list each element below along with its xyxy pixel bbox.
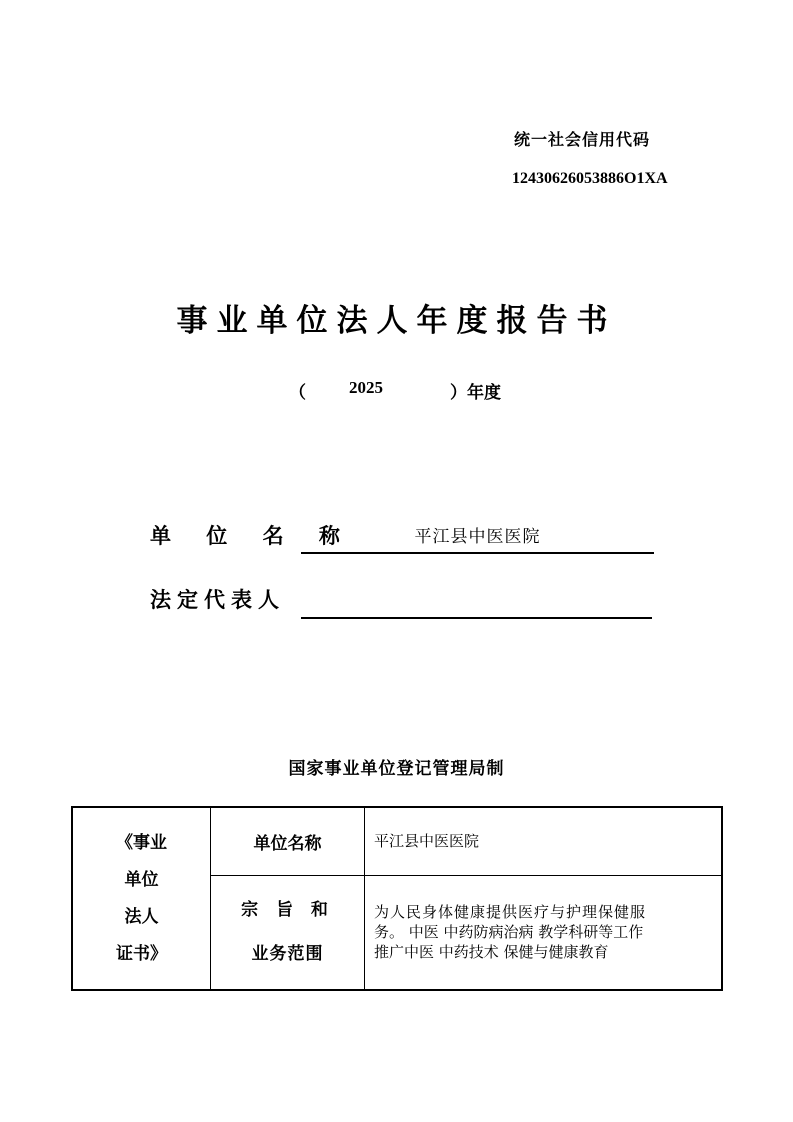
legal-rep-label: 法定代表人 xyxy=(150,588,285,612)
legal-rep-underline xyxy=(301,617,652,619)
unit-name-underline xyxy=(301,552,654,554)
side-label-line: 单位 xyxy=(124,869,159,890)
row1-label: 单位名称 xyxy=(211,807,365,875)
table-row xyxy=(72,807,722,875)
side-label-line: 《事业 xyxy=(116,832,167,853)
year-open-bracket: （ xyxy=(289,383,306,403)
side-label-line: 证书》 xyxy=(116,943,167,964)
row2-value-line: 务。 中医 中药防病治病 教学科研等工作 xyxy=(374,923,644,942)
page-title: 事业单位法人年度报告书 xyxy=(176,303,617,339)
credit-code-label: 统一社会信用代码 xyxy=(514,130,651,149)
unit-name-value: 平江县中医医院 xyxy=(414,527,541,547)
row2-label xyxy=(211,875,365,990)
certificate-side-label xyxy=(72,807,211,990)
issuer-text: 国家事业单位登记管理局制 xyxy=(288,759,505,779)
row2-label-line1: 宗 旨 和 xyxy=(241,900,334,921)
year-close-suffix: ）年度 xyxy=(450,383,501,403)
certificate-table xyxy=(71,806,723,991)
side-label-line: 法人 xyxy=(124,906,159,927)
row1-value: 平江县中医医院 xyxy=(365,807,723,875)
row2-value-line: 为人民身体健康提供医疗与护理保健服 xyxy=(374,903,647,922)
row2-label-line2: 业务范围 xyxy=(251,944,324,965)
row2-value xyxy=(365,875,723,990)
unit-name-label: 单 位 名 称 xyxy=(150,524,354,548)
row2-value-line: 推广中医 中药技术 保健与健康教育 xyxy=(374,943,609,962)
credit-code: 12430626053886O1XA xyxy=(512,170,668,187)
report-year: 2025 xyxy=(349,378,383,397)
